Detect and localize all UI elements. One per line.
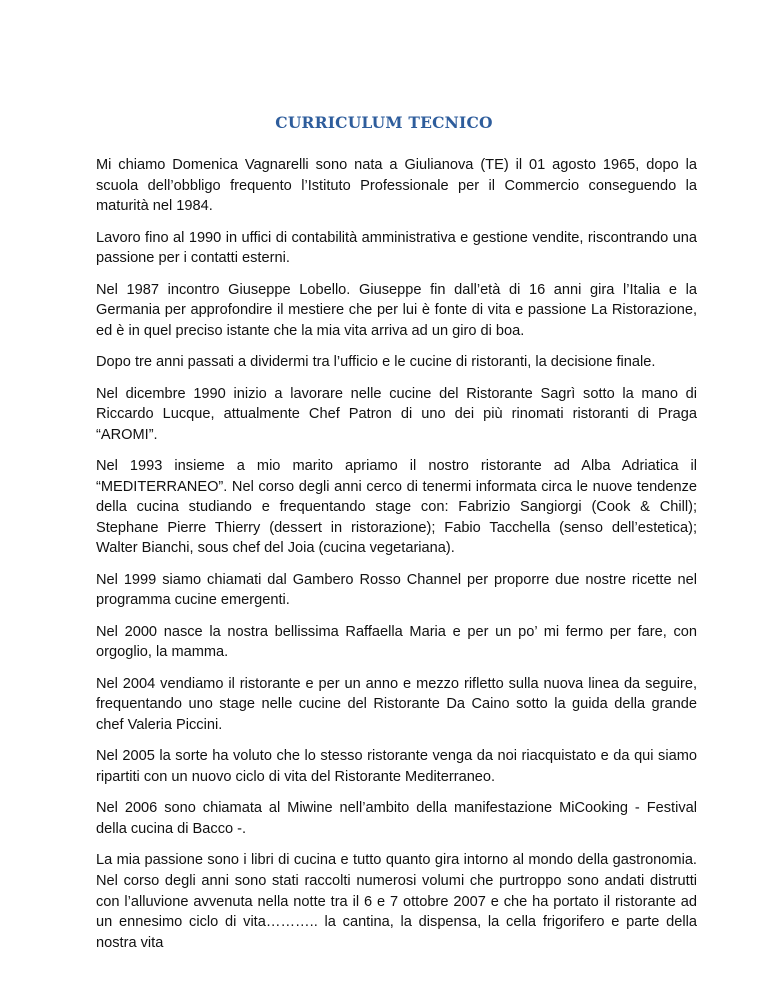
paragraph-miwine: Nel 2006 sono chiamata al Miwine nell’ambito della manifestazione MiCooking - Festival della cucina di Bacco -. <box>96 800 697 837</box>
paragraph-cookbooks-flood: La mia passione sono i libri di cucina e tutto quanto gira intorno al mondo della gastronomia. Nel corso degli anni sono stati raccolti numerosi volumi che purtroppo sono andati distrutti con l’alluvione avvenuta nella notte tra il 6 e 7 ottobre 2007 e che ha portato il ristorante ad un ennesimo ciclo di vita……….. la cantina, la dispensa, la cella frigorifero e parte della nostra vita <box>96 852 697 951</box>
paragraph-raffaella: Nel 2000 nasce la nostra bellissima Raffaella Maria e per un po’ mi fermo per fare, con orgoglio, la mamma. <box>96 623 697 661</box>
paragraph-gambero-rosso: Nel 1999 siamo chiamati dal Gambero Rosso Channel per proporre due nostre ricette nel programma cucine emergenti. <box>96 571 697 609</box>
paragraph-office-work: Lavoro fino al 1990 in uffici di contabilità amministrativa e gestione vendite, riscontrando una passione per i contatti esterni. <box>96 229 697 267</box>
paragraph-2005-repurchase: Nel 2005 la sorte ha voluto che lo stesso ristorante venga da noi riacquistato e da qui siamo ripartiti con un nuovo ciclo di vita del Ristorante Mediterraneo. <box>96 748 697 786</box>
paragraph-decision: Dopo tre anni passati a dividermi tra l’ufficio e le cucine di ristoranti, la decisione finale. <box>96 354 656 371</box>
paragraph-meeting-giuseppe: Nel 1987 incontro Giuseppe Lobello. Giuseppe fin dall’età di 16 anni gira l’Italia e la Germania per approfondire il mestiere che per lui è fonte di vita e passione La Ristorazione, ed è in quel preciso istante che la mia vita arriva ad un giro di boa. <box>96 281 697 339</box>
paragraph-2004-sale: Nel 2004 vendiamo il ristorante e per un anno e mezzo rifletto sulla nuova linea da seguire, frequentando uno stage nelle cucine del Ristorante Da Caino sotto la guida della grande chef Valeria Piccini. <box>96 675 697 734</box>
document-title: CURRICULUM TECNICO <box>275 113 493 132</box>
paragraph-birth-education: Mi chiamo Domenica Vagnarelli sono nata a Giulianova (TE) il 01 agosto 1965, dopo la scuola dell’obbligo frequento l’Istituto Professionale per il Commercio conseguendo la maturità nel 1984. <box>96 157 697 215</box>
document-body <box>96 155 697 964</box>
paragraph-mediterraneo-opening: Nel 1993 insieme a mio marito apriamo il nostro ristorante ad Alba Adriatica il “MEDITERRANEO”. Nel corso degli anni cerco di tenermi informata circa le nuove tendenze della cucina studiando e frequentando stage con: Fabrizio Sangiorgi (Cook & Chill); Stephane Pierre Thierry (dessert in ristorazione); Fabio Tacchella (senso dell’estetica); Walter Bianchi, sous chef del Joia (cucina vegetariana). <box>96 458 697 557</box>
paragraph-ristorante-sagri: Nel dicembre 1990 inizio a lavorare nelle cucine del Ristorante Sagrì sotto la mano di Riccardo Lucque, attualmente Chef Patron di uno dei più rinomati ristoranti di Praga “AROMI”. <box>96 385 697 443</box>
